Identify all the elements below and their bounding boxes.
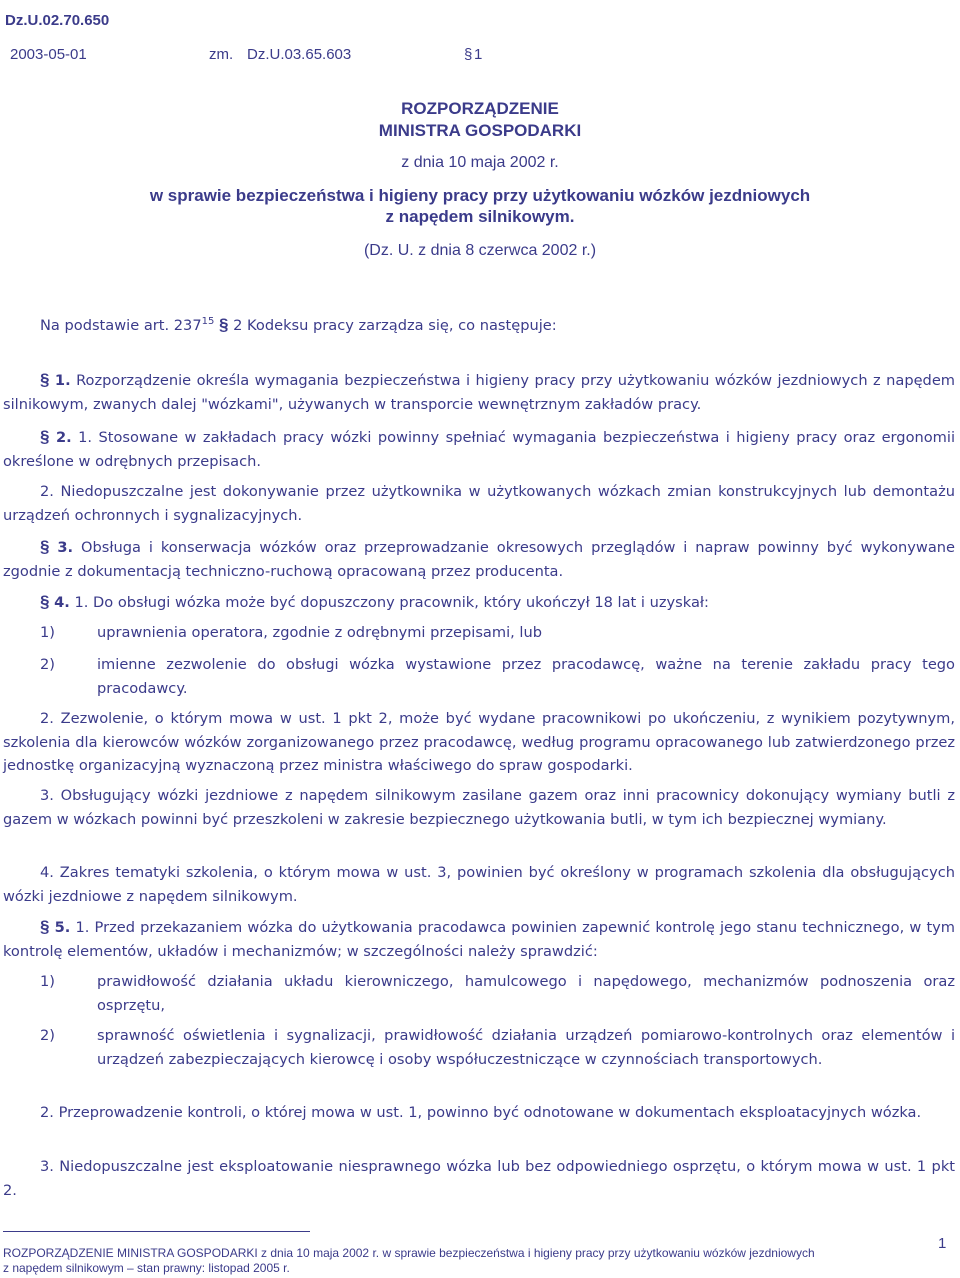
doc-subject-line1: w sprawie bezpieczeństwa i higieny pracy przy użytkowaniu wózków jezdniowych <box>149 186 811 205</box>
section-4-paragraph-3: 3. Obsługujący wózki jezdniowe z napędem silnikowym zasilane gazem oraz inni pracownicy dokonujący wymiany butli z gazem w wózkach powinni być przeszkoleni w zakresie bezpiecznego użytkowania butli, w tym ich bezpiecznej wymiany. <box>3 787 955 828</box>
amendment-label: zm. <box>209 46 234 63</box>
doc-subject-line2: z napędem silnikowym. <box>385 207 575 226</box>
paragraph-symbol: § <box>40 370 50 389</box>
section-4-paragraph-1: § 4. 1. Do obsługi wózka może być dopuszczony pracownik, który ukończył 18 lat i uzyskał: <box>40 592 709 611</box>
section-2-paragraph-2: 2. Niedopuszczalne jest dokonywanie przez użytkownika w użytkowanych wózkach zmian konstrukcyjnych lub demontażu urządzeń ochronnych i sygnalizacyjnych. <box>3 483 955 524</box>
section-number: 4. <box>54 594 70 611</box>
footer-line2: z napędem silnikowym – stan prawny: listopad 2005 r. <box>3 1261 290 1275</box>
preamble: Na podstawie art. $237^{15}$ § 2 Kodeksu pracy zarządza się, co następuje: <box>40 315 557 334</box>
list-item: 1) prawidłowość działania układu kierowniczego, hamulcowego i napędowego, mechanizmów podnoszenia oraz osprzętu, <box>40 973 955 1014</box>
section-number: 2. <box>55 429 72 446</box>
section-3: § 3. Obsługa i konserwacja wózków oraz przeprowadzanie okresowych przeglądów i napraw powinny być wykonywane zgodnie z dokumentacją techniczno-ruchową opracowaną przez producenta. <box>3 537 956 580</box>
page-number: 1 <box>938 1235 947 1252</box>
document-id: Dz.U.02.70.650 <box>5 12 110 29</box>
section-4-paragraph-4: 4. Zakres tematyki szkolenia, o którym mowa w ust. 3, powinien być określony w programach szkolenia dla obsługujących wózki jezdniowe z napędem silnikowym. <box>3 864 955 905</box>
section-1: § 1. Rozporządzenie określa wymagania bezpieczeństwa i higieny pracy przy użytkowaniu wózków jezdniowych z napędem silnikowym, zwanych dalej "wózkami", używanych w transporcie wewnętrznym zakładów pracy. <box>3 370 956 413</box>
paragraph-symbol: § <box>40 537 50 556</box>
paragraph-symbol: § <box>219 315 229 334</box>
section-2-paragraph-1: § 2. 1. Stosowane w zakładach pracy wózki powinny spełniać wymagania bezpieczeństwa i higieny pracy oraz ergonomii określone w odrębnych przepisach. <box>3 427 955 470</box>
list-item: 1) uprawnienia operatora, zgodnie z odrębnymi przepisami, lub <box>40 624 542 641</box>
section-number: 5. <box>54 919 71 936</box>
doc-publication: (Dz. U. z dnia 8 czerwca 2002 r.) <box>363 242 597 259</box>
footer-divider <box>3 1231 310 1232</box>
footer <box>3 1246 815 1276</box>
doc-title-line1: ROZPORZĄDZENIE <box>401 99 559 118</box>
paragraph-symbol: § <box>40 592 50 611</box>
section-5-paragraph-2: 2. Przeprowadzenie kontroli, o której mowa w ust. 1, powinno być odnotowane w dokumentach eksploatacyjnych wózka. <box>40 1104 922 1121</box>
list-item: 2) sprawność oświetlenia i sygnalizacji, prawidłowość działania urządzeń pomiarowo-kontrolnych oraz elementów i urządzeń zabezpieczających kierowcę i osoby współuczestniczące w czynnościach transportowych. <box>40 1027 955 1068</box>
preamble-superscript: 15 <box>201 316 215 328</box>
amendment-section-symbol: § <box>464 46 473 63</box>
section-number: 3. <box>57 539 74 556</box>
section-5-paragraph-3: 3. Niedopuszczalne jest eksploatowanie niesprawnego wózka lub bez odpowiedniego osprzętu, o którym mowa w ust. 1 pkt 2. <box>3 1158 955 1199</box>
list-item: 2) imienne zezwolenie do obsługi wózka wystawione przez pracodawcę, ważne na terenie zakładu pracy tego pracodawcy. <box>40 656 955 697</box>
paragraph-symbol: § <box>40 427 50 446</box>
section-5-paragraph-1: § 5. 1. Przed przekazaniem wózka do użytkowania pracodawca powinien zapewnić kontrolę jego stanu technicznego, w tym kontrolę elementów, układów i mechanizmów; w szczególności należy sprawdzić: <box>3 917 956 960</box>
paragraph-symbol: § <box>40 917 50 936</box>
section-number: 1. <box>54 372 71 389</box>
date-from: 2003-05-01 <box>10 46 87 63</box>
section-4-paragraph-2: 2. Zezwolenie, o którym mowa w ust. 1 pkt 2, może być wydane pracownikowi po ukończeniu, z wynikiem pozytywnym, szkolenia dla kierowców wózków zorganizowanego przez pracodawcę, według programu opracowanego lub zatwierdzonego przez jednostkę organizacyjną wyznaczoną przez ministra właściwego do spraw gospodarki. <box>3 710 955 774</box>
amendment-section-number: 1 <box>474 46 483 63</box>
footer-line1: ROZPORZĄDZENIE MINISTRA GOSPODARKI z dnia 10 maja 2002 r. w sprawie bezpieczeństwa i higieny pracy przy użytkowaniu wózków jezdniowych <box>3 1246 815 1260</box>
doc-date: z dnia 10 maja 2002 r. <box>401 154 559 171</box>
doc-title-line2: MINISTRA GOSPODARKI <box>378 121 582 140</box>
amendment-ref: Dz.U.03.65.603 <box>247 46 352 63</box>
